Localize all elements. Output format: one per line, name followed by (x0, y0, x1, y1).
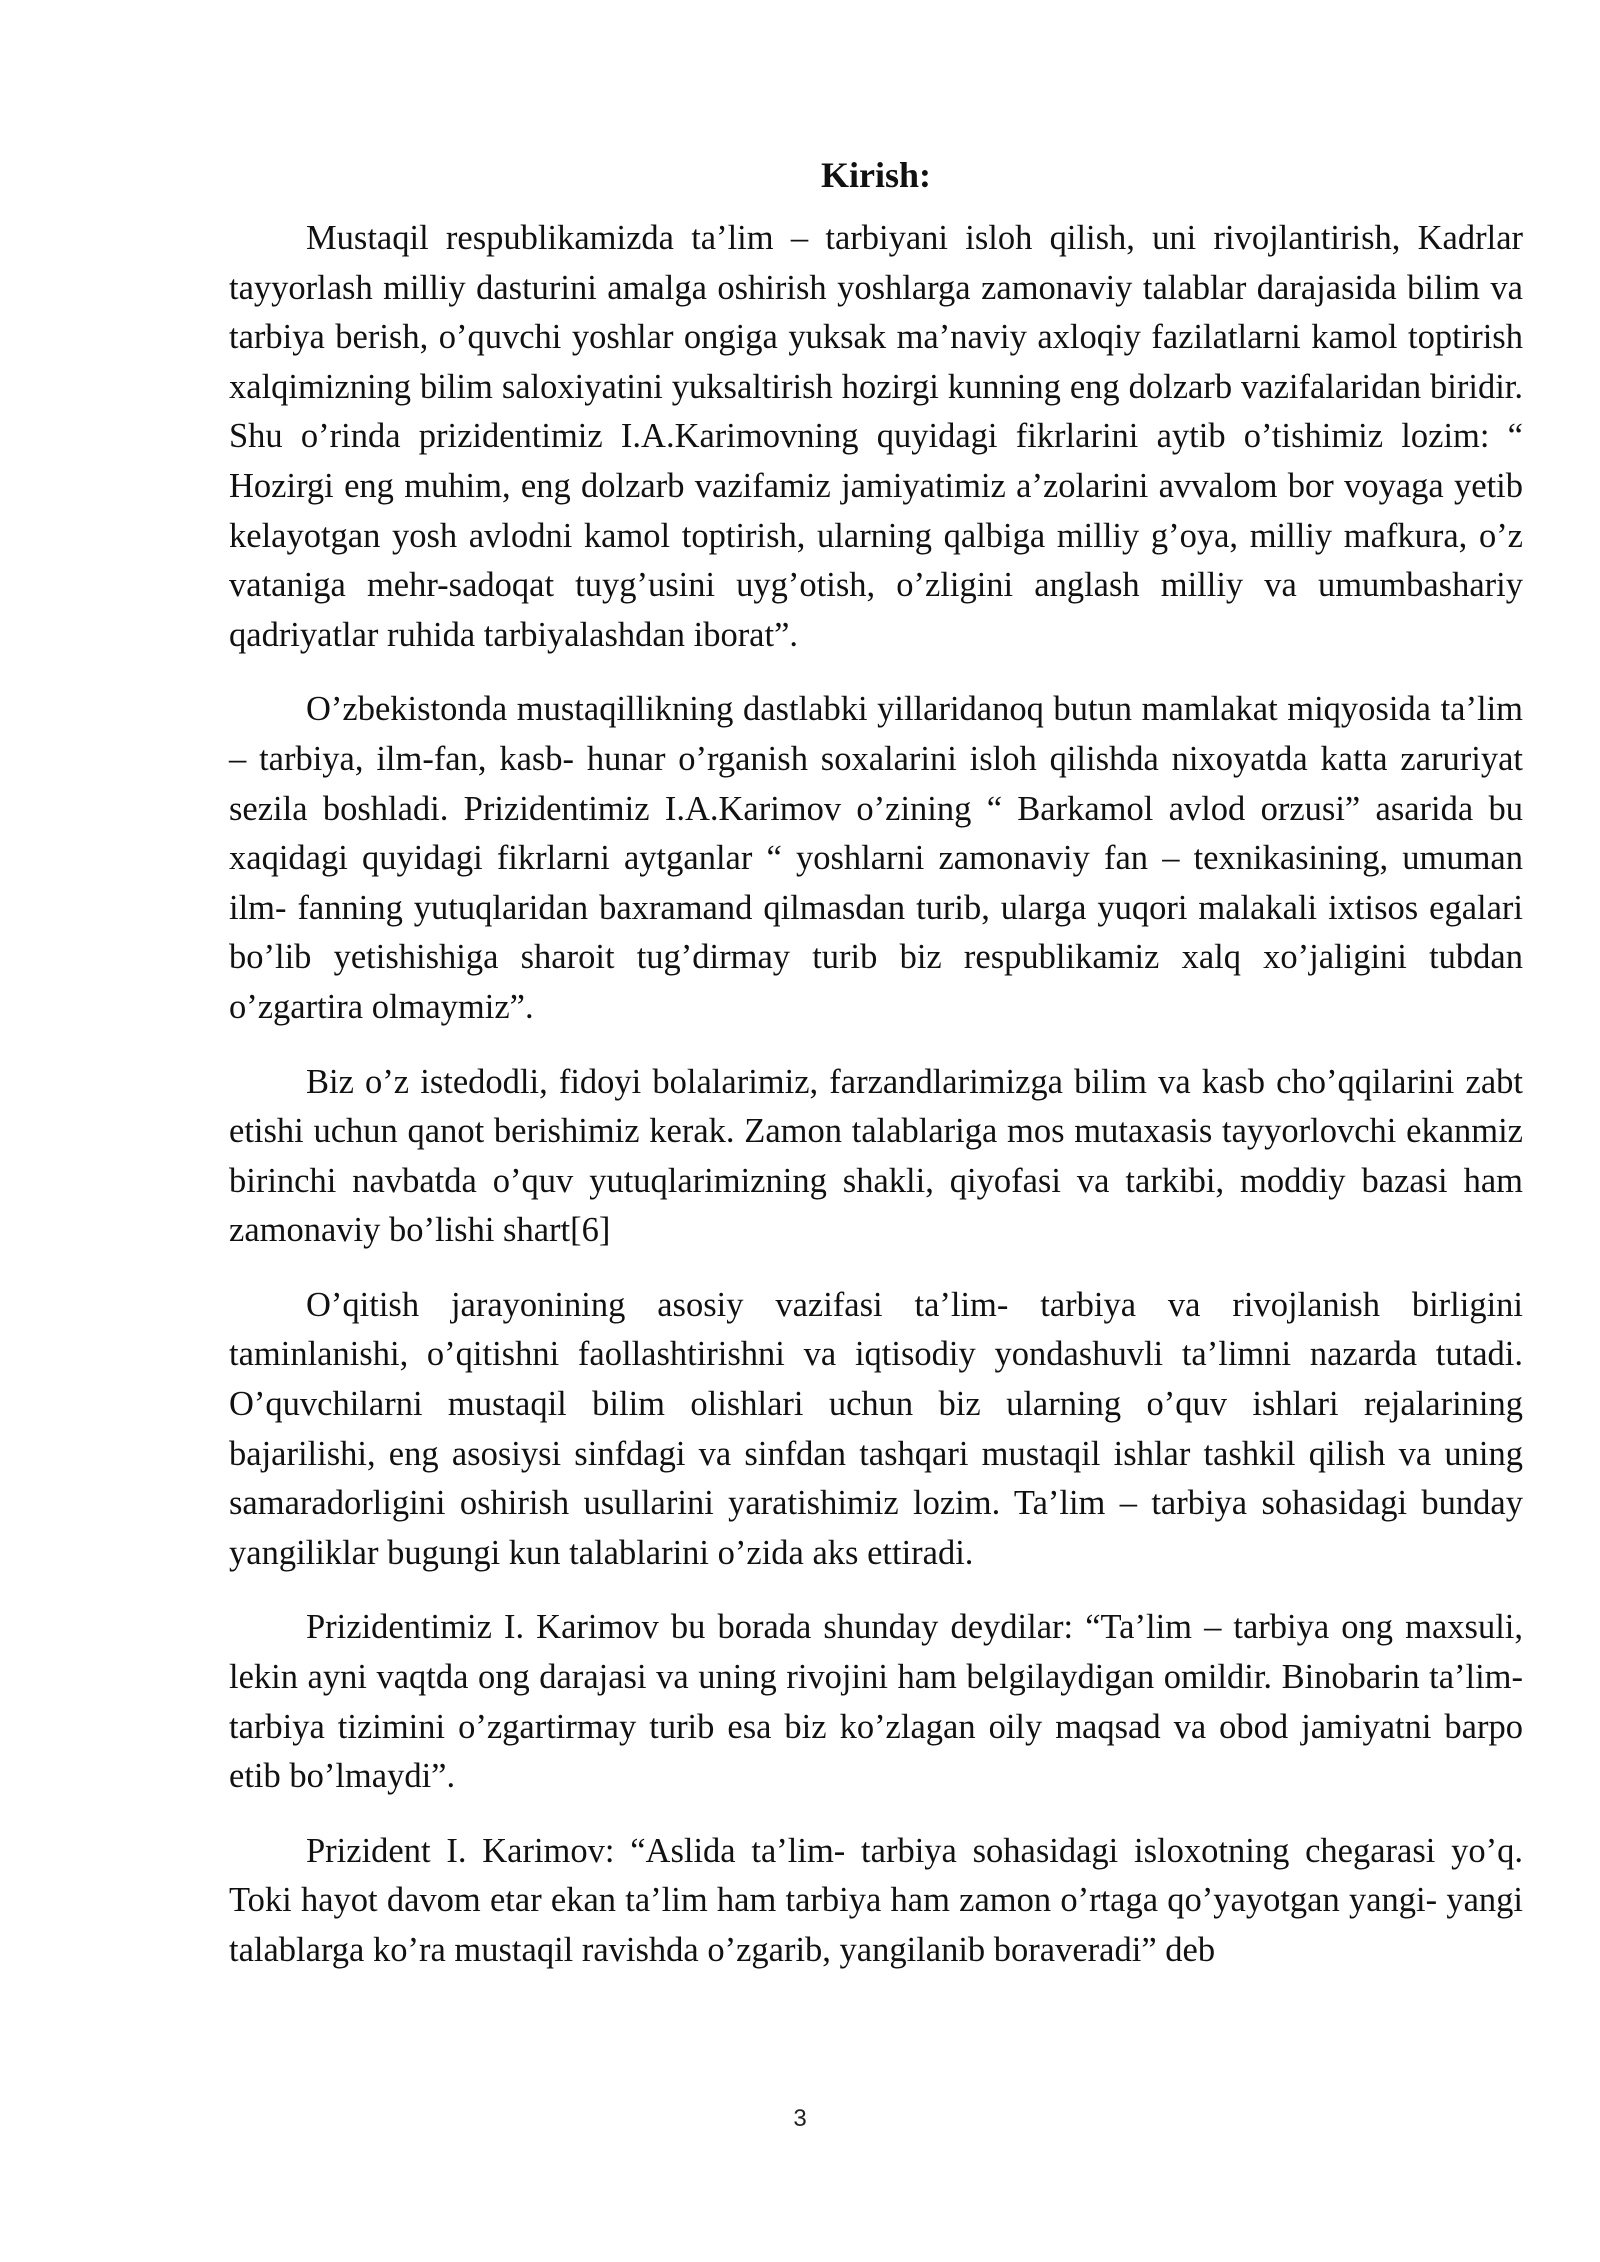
paragraph-5: Prizidentimiz I. Karimov bu borada shunday deydilar: “Ta’lim – tarbiya ong maxsuli, lekin ayni vaqtda ong darajasi va uning rivojini ham belgilaydigan omildir. Binobarin ta’lim- tarbiya tizimini o’zgartirmay turib esa biz ko’zlagan oily maqsad va obod jamiyatni barpo etib bo’lmaydi”. (229, 1608, 1523, 1796)
paragraph-6: Prizident I. Karimov: “Aslida ta’lim- tarbiya sohasidagi isloxotning chegarasi yo’q. Toki hayot davom etar ekan ta’lim ham tarbiya ham zamon o’rtaga qo’yayotgan yangi- yangi talablarga ko’ra mustaqil ravishda o’zgarib, yangilanib boraveradi” deb (229, 1831, 1523, 1969)
document-body (229, 150, 1523, 1976)
paragraph-3: Biz o’z istedodli, fidoyi bolalarimiz, farzandlarimizga bilim va kasb cho’qqilarini zabt etishi uchun qanot berishimiz kerak. Zamon talablariga mos mutaxasis tayyorlovchi ekanmiz birinchi navbatda o’quv yutuqlarimizning shakli, qiyofasi va tarkibi, moddiy bazasi ham zamonaviy bo’lishi shart[6] (229, 1062, 1523, 1250)
section-heading: Kirish: (820, 155, 931, 195)
paragraph-4: O’qitish jarayonining asosiy vazifasi ta’lim- tarbiya va rivojlanish birligini taminlanishi, o’qitishni faollashtirishni va iqtisodiy yondashuvli ta’limni nazarda tutadi. O’quvchilarni mustaqil bilim olishlari uchun biz ularning o’quv ishlari rejalarining bajarilishi, eng asosiysi sinfdagi va sinfdan tashqari mustaqil ishlar tashkil qilish va uning samaradorligini oshirish usullarini yaratishimiz lozim. Ta’lim – tarbiya sohasidagi bunday yangiliklar bugungi kun talablarini o’zida aks ettiradi. (229, 1285, 1523, 1572)
paragraph-2: O’zbekistonda mustaqillikning dastlabki yillaridanoq butun mamlakat miqyosida ta’lim – tarbiya, ilm-fan, kasb- hunar o’rganish soxalarini isloh qilishda nixoyatda katta zaruriyat sezila boshladi. Prizidentimiz I.A.Karimov o’zining “ Barkamol avlod orzusi” asarida bu xaqidagi quyidagi fikrlarni aytganlar “ yoshlarni zamonaviy fan – texnikasining, umuman ilm- fanning yutuqlaridan baxramand qilmasdan turib, ularga yuqori malakali ixtisos egalari bo’lib yetishishiga sharoit tug’dirmay turib biz respublikamiz xalq xo’jaligini tubdan o’zgartira olmaymiz”. (229, 690, 1523, 1026)
paragraph-1: Mustaqil respublikamizda ta’lim – tarbiyani isloh qilish, uni rivojlantirish, Kadrlar tayyorlash milliy dasturini amalga oshirish yoshlarga zamonaviy talablar darajasida bilim va tarbiya berish, o’quvchi yoshlar ongiga yuksak ma’naviy axloqiy fazilatlarni kamol toptirish xalqimizning bilim saloxiyatini yuksaltirish hozirgi kunning eng dolzarb vazifalaridan biridir. Shu o’rinda prizidentimiz I.A.Karimovning quyidagi fikrlarini aytib o’tishimiz lozim: “ Hozirgi eng muhim, eng dolzarb vazifamiz jamiyatimiz a’zolarini avvalom bor voyaga yetib kelayotgan yosh avlodni kamol toptirish, ularning qalbiga milliy g’oya, milliy mafkura, o’z vataniga mehr-sadoqat tuyg’usini uyg’otish, o’zligini anglash milliy va umumbashariy qadriyatlar ruhida tarbiyalashdan iborat”. (229, 219, 1523, 654)
page-number: 3 (793, 2105, 807, 2132)
